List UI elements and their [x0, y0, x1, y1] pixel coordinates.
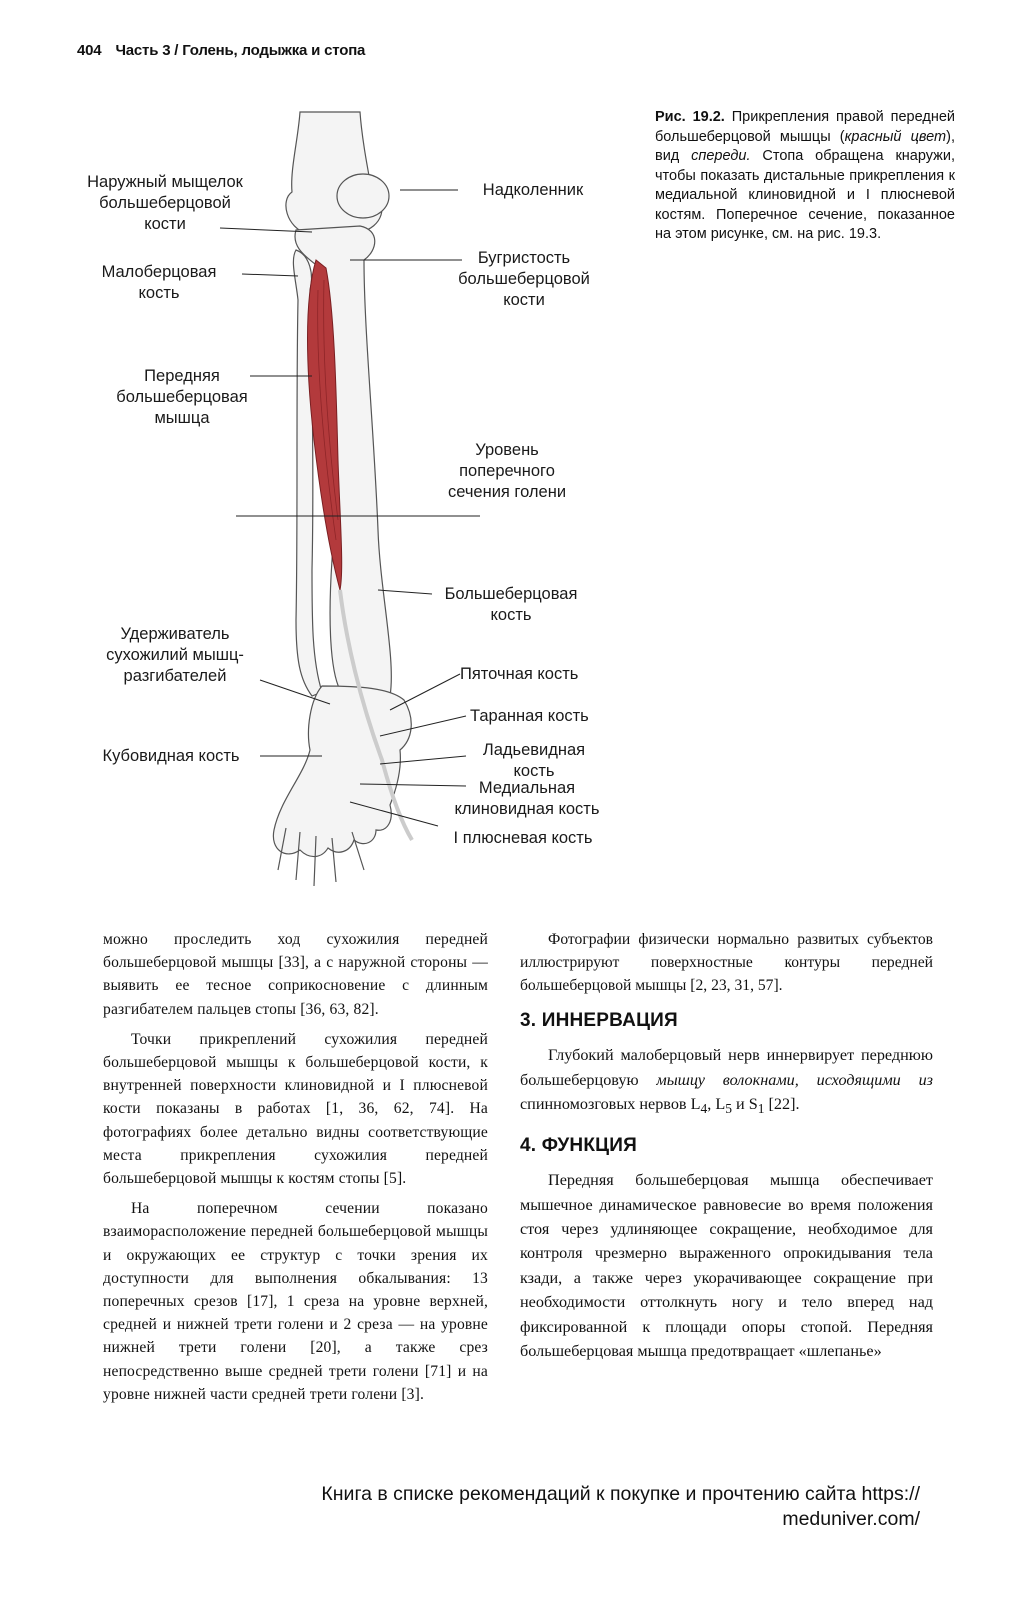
caption-text: Прикрепления правой передней большеберцовой мышцы (	[655, 109, 955, 145]
innervation-text-b: спинномозговых нервов L	[520, 1095, 701, 1114]
label-talus: Таранная кость	[470, 707, 589, 725]
innervation-italic: мышцу волокнами, исходящими из	[656, 1070, 933, 1089]
right-paragraph-2: Глубокий малоберцовый нерв иннервирует переднюю большеберцовую мышцу волокнами, исходящими из спинномозговых нервов $L_4$, $L_5$ и $S_1$ [22].	[520, 1046, 933, 1117]
left-paragraph-2: Точки прикреплений сухожилия передней большеберцовой мышцы к большеберцовой кости, к внутренней поверхности клиновидной и I плюсневой кости показаны в работах [1, 36, 62, 74]. На фотографиях более детально видны соответствующие места прикрепления сухожилия передней большеберцовой мышцы к костям стопы [5].	[103, 1030, 488, 1188]
left-paragraph-1: можно проследить ход сухожилия передней большеберцовой мышцы [33], а с наружной стороны — выявить ее тесное соприкосновение с длинным разгибателем пальцев стопы [36, 63, 82].	[103, 931, 488, 1018]
sub-l4: 4	[700, 1101, 708, 1117]
caption-text-2: ), вид	[655, 128, 955, 164]
anatomy-figure	[60, 100, 660, 900]
section-innervation-title: 3. ИННЕРВАЦИЯ	[520, 1010, 678, 1031]
label-tibial-tuberosity: Бугристость большеберцовой кости	[458, 249, 590, 309]
label-patella: Надколенник	[482, 181, 584, 199]
innervation-ref: [22].	[764, 1095, 800, 1114]
caption-italic: красный цвет	[844, 128, 947, 145]
label-tibia: Большеберцовая кость	[444, 585, 578, 624]
caption-label: Рис. 19.2.	[655, 109, 725, 125]
patella-shape	[337, 174, 389, 218]
label-navicular: Ладьевидная кость	[482, 741, 586, 780]
section-function-title: 4. ФУНКЦИЯ	[520, 1134, 637, 1156]
label-tibialis-anterior: Передняя большеберцовая мышца	[116, 367, 248, 427]
label-cuboid: Кубовидная кость	[102, 747, 240, 765]
label-fibula: Малоберцовая кость	[101, 263, 217, 302]
label-extensor-retinaculum: Удерживатель сухожилий мышц- разгибателей	[106, 625, 244, 685]
page-number: 404	[77, 42, 102, 59]
left-paragraph-3: На поперечном сечении показано взаиморасположение передней большеберцовой мышцы и окружающих ее структур с точки зрения их доступности для выполнения обкалывания: 13 поперечных срезов [17], 1 среза на уровне верхней, средней и нижней трети голени и 2 среза — на уровне нижней трети голени [20], а также срез непосредственно выше средней трети голени [71] и на уровне нижней части средней трети голени [3].	[103, 1200, 488, 1403]
label-lateral-condyle: Наружный мыщелок большеберцовой кости	[87, 173, 243, 233]
foot-shape	[273, 686, 411, 857]
caption-italic-2: спереди.	[691, 148, 751, 164]
label-calcaneus: Пяточная кость	[460, 665, 579, 683]
label-medial-cuneiform: Медиальная клиновидная кость	[454, 779, 600, 818]
right-column	[520, 928, 933, 1364]
right-paragraph-3: Передняя большеберцовая мышца обеспечивает мышечное динамическое равновесие во время положения стоя через удлиняющее сокращение, необходимое для контроля чрезмерно выраженного опрокидывания тела кзади, а также через укорачивающее сокращение при необходимости оттолкнуть ногу и тело вперед над фиксированной к площади опоры стопой. Передняя большеберцовая мышца предотвращает «шлепанье»	[520, 1171, 933, 1361]
right-paragraph-1: Фотографии физически нормально развитых субъектов иллюстрируют поверхностные контуры передней большеберцовой мышцы [2, 23, 31, 57].	[520, 931, 933, 994]
label-first-metatarsal: I плюсневая кость	[453, 829, 593, 847]
footer-line-2[interactable]: meduniver.com/	[782, 1508, 920, 1530]
running-title: Часть 3 / Голень, лодыжка и стопа	[115, 42, 366, 59]
innervation-text-a: Глубокий малоберцовый нерв иннервирует переднюю большеберцовую	[520, 1046, 933, 1089]
footer-note	[150, 1482, 920, 1532]
running-head	[77, 42, 365, 59]
caption-text-3: Стопа обращена кнаружи, чтобы показать дистальные прикрепления к медиальной клиновидной и I плюсневой костям. Поперечное сечение, показанное на этом рисунке, см. на рис. 19.3.	[655, 148, 955, 242]
label-cross-section-level: Уровень поперечного сечения голени	[447, 441, 567, 501]
sub-l5: 5	[725, 1101, 732, 1117]
sub-s1: 1	[757, 1101, 765, 1117]
figure-caption	[655, 108, 955, 245]
left-column	[103, 928, 488, 1406]
footer-line-1: Книга в списке рекомендаций к покупке и прочтению сайта https://	[321, 1483, 920, 1505]
